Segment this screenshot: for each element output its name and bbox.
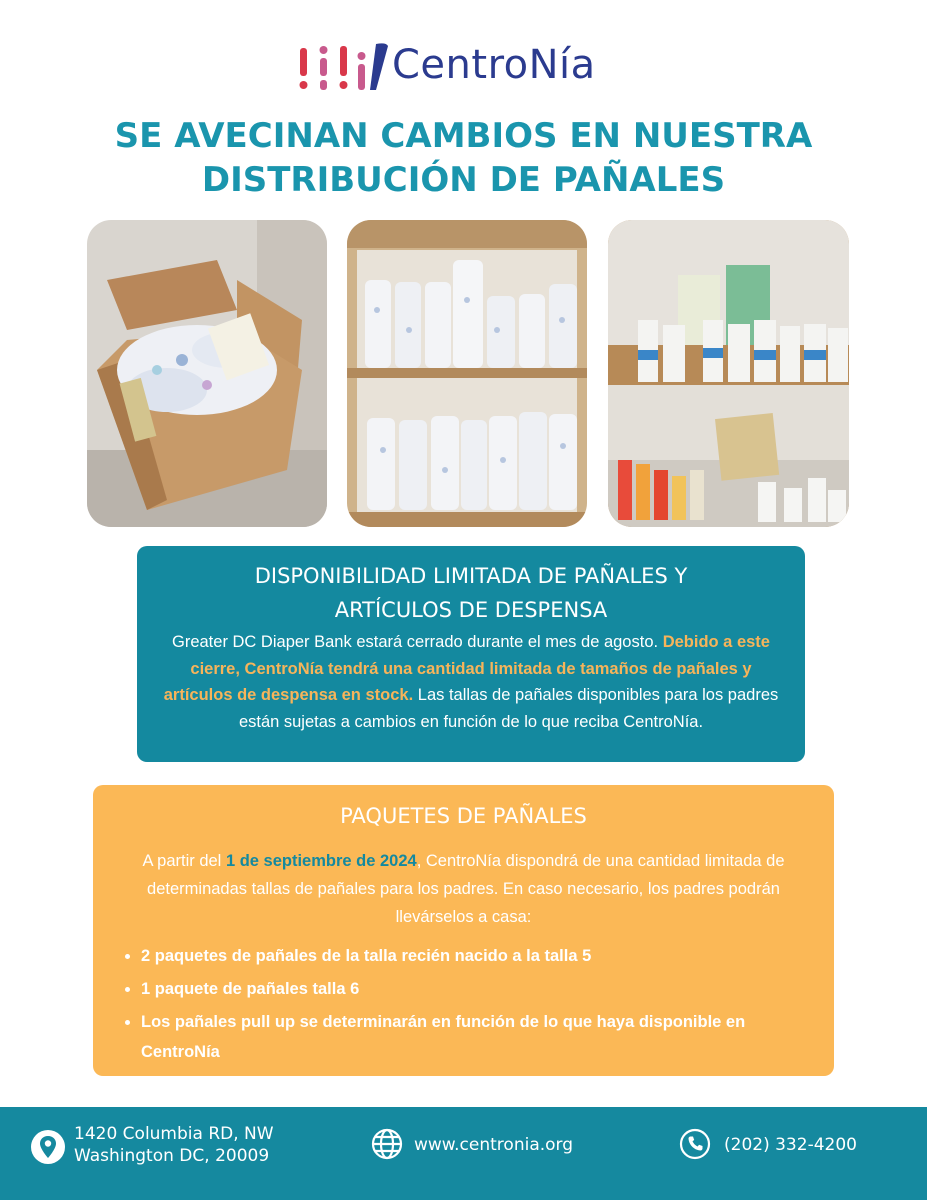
location-pin-icon — [31, 1130, 65, 1164]
footer — [0, 1107, 927, 1200]
availability-panel — [137, 546, 805, 762]
packages-heading: PAQUETES DE PAÑALES — [340, 804, 587, 828]
availability-text-intro: Greater DC Diaper Bank estará cerrado durante el mes de agosto. — [172, 633, 659, 651]
photo-shelves-of-diapers — [347, 220, 587, 527]
photo-box-of-diapers — [87, 220, 327, 527]
website-link[interactable]: www.centronia.org — [414, 1135, 574, 1155]
address-line-1: 1420 Columbia RD, NW — [74, 1124, 274, 1144]
logo-mark-icon — [296, 42, 392, 94]
page-title — [60, 114, 867, 202]
logo-text: CentroNía — [392, 42, 596, 88]
list-item: Los pañales pull up se determinarán en función de lo que haya disponible en CentroNía — [125, 1007, 798, 1067]
packages-panel — [93, 785, 834, 1076]
packages-text-prefix: A partir del — [142, 852, 222, 870]
availability-text-end: Las tallas de pañales disponibles para los padres están sujetas a cambios en función de lo que reciba CentroNía. — [238, 686, 779, 731]
packages-text — [93, 831, 834, 931]
photo-pantry-shelves — [608, 220, 849, 527]
phone-icon — [678, 1127, 712, 1161]
availability-text — [137, 627, 805, 735]
list-item: 2 paquetes de pañales de la talla recién nacido a la talla 5 — [125, 941, 798, 971]
title-line-2: DISTRIBUCIÓN DE PAÑALES — [201, 160, 726, 200]
footer-address — [74, 1123, 274, 1167]
availability-heading-line-2: ARTÍCULOS DE DESPENSA — [334, 598, 608, 622]
packages-start-date: 1 de septiembre de 2024 — [225, 852, 417, 870]
phone-number[interactable]: (202) 332-4200 — [724, 1135, 857, 1155]
title-line-1: SE AVECINAN CAMBIOS EN NUESTRA — [114, 116, 813, 156]
availability-heading-line-1: DISPONIBILIDAD LIMITADA DE PAÑALES Y — [254, 564, 688, 588]
availability-text-highlight: Debido a este cierre, CentroNía tendrá una cantidad limitada de tamaños de pañales y artículos de despensa en stock. — [163, 633, 770, 704]
list-item: 1 paquete de pañales talla 6 — [125, 974, 798, 1004]
address-line-2: Washington DC, 20009 — [74, 1146, 270, 1166]
logo — [0, 36, 927, 96]
availability-heading — [137, 546, 805, 627]
packages-text-rest: , CentroNía dispondrá de una cantidad limitada de determinadas tallas de pañales para los padres. En caso necesario, los padres podrán llevárselos a casa: — [147, 852, 785, 926]
globe-icon — [370, 1127, 404, 1161]
packages-list — [93, 931, 834, 1067]
